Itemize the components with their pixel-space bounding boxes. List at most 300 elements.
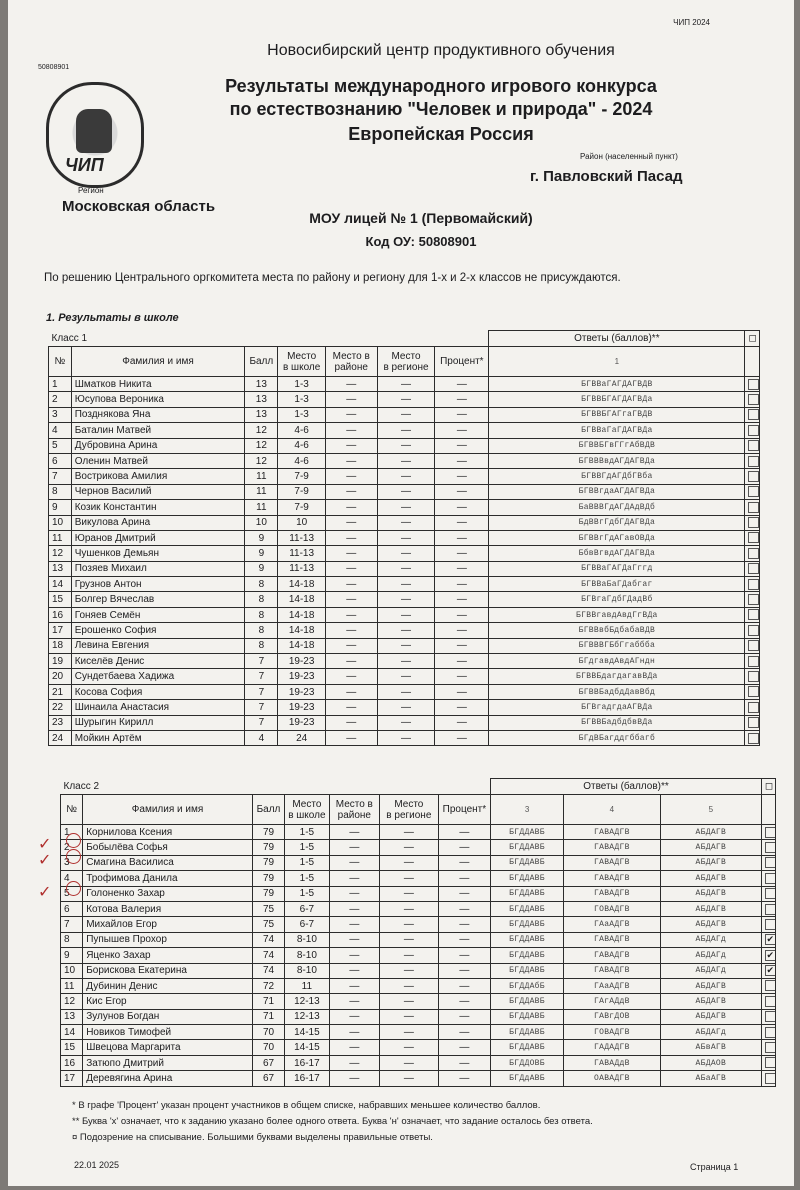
percent-cell: — — [435, 654, 489, 669]
place-school-cell: 6-7 — [285, 901, 329, 916]
checkbox-icon: ✔ — [766, 934, 775, 945]
suspect-box-cell — [745, 607, 760, 622]
row-number: 5 — [49, 438, 72, 453]
score-cell: 12 — [245, 423, 278, 438]
suspect-box-cell — [745, 700, 760, 715]
score-cell: 12 — [245, 453, 278, 468]
row-number: 2 — [49, 392, 72, 407]
percent-cell: — — [438, 871, 491, 886]
table-row — [61, 948, 776, 963]
place-district-cell: — — [329, 1055, 379, 1070]
row-number: 2 — [61, 840, 83, 855]
row-number: 12 — [49, 546, 72, 561]
table-row — [61, 825, 776, 840]
place-district-cell: — — [329, 1025, 379, 1040]
place-region-cell: — — [377, 607, 435, 622]
place-district-cell: — — [329, 917, 379, 932]
col2-place-district — [329, 795, 379, 825]
percent-cell: — — [435, 730, 489, 745]
student-name: Позднякова Яна — [71, 407, 245, 422]
answers-task5-cell: АБДАГВ — [660, 855, 761, 870]
place-region-cell: — — [380, 855, 439, 870]
student-name: Позяев Михаил — [71, 561, 245, 576]
class1-results-table — [48, 330, 760, 746]
percent-cell: — — [438, 1009, 491, 1024]
place-school-cell: 1-5 — [285, 871, 329, 886]
answers-task4-cell: ГАВАДГВ — [563, 855, 660, 870]
suspect-box-cell — [761, 1040, 775, 1055]
percent-cell: — — [435, 515, 489, 530]
suspect-box-cell — [745, 484, 760, 499]
answers-cell: БбвВгвдАГДАГВДа — [489, 546, 745, 561]
score-cell: 4 — [245, 730, 278, 745]
row-number: 7 — [61, 917, 83, 932]
col-num: № — [49, 347, 72, 377]
answers-cell: БГВВГдАГДбГВба — [489, 469, 745, 484]
student-name: Чернов Василий — [71, 484, 245, 499]
handwritten-check-mark: ✓ — [38, 850, 52, 869]
score-cell: 67 — [252, 1071, 284, 1086]
place-school-cell: 11-13 — [278, 546, 326, 561]
answers-task4-cell: ГАВАДГВ — [563, 825, 660, 840]
place-school-cell: 7-9 — [278, 469, 326, 484]
answers-task5-cell: АБДАГВ — [660, 871, 761, 886]
percent-cell: — — [435, 715, 489, 730]
place-school-cell: 8-10 — [285, 948, 329, 963]
row-number: 11 — [49, 530, 72, 545]
checkbox-icon — [748, 733, 759, 744]
answers-cell: БГВВвбБдбабаВДВ — [489, 623, 745, 638]
score-cell: 11 — [245, 484, 278, 499]
answers-cell: БГВВВвдАГДАГВДа — [489, 453, 745, 468]
score-cell: 8 — [245, 638, 278, 653]
checkbox-icon — [748, 379, 759, 390]
suspect-box-cell — [761, 948, 775, 963]
place-school-cell: 19-23 — [278, 700, 326, 715]
table-row — [49, 730, 760, 745]
place-school-cell: 14-18 — [278, 638, 326, 653]
checkbox-icon — [748, 409, 759, 420]
place-region-cell: — — [377, 669, 435, 684]
checkbox-icon — [765, 827, 776, 838]
checkbox-icon — [765, 1057, 776, 1068]
col2-place-school-line2: в школе — [288, 809, 326, 821]
handwritten-circle — [66, 833, 81, 848]
student-name: Пупышев Прохор — [83, 932, 253, 947]
checkbox-icon — [748, 471, 759, 482]
col2-score: Балл — [252, 795, 284, 825]
table-row — [61, 932, 776, 947]
percent-cell: — — [435, 438, 489, 453]
place-school-cell: 14-18 — [278, 623, 326, 638]
checkbox-icon — [748, 656, 759, 667]
page-number: Страница 1 — [690, 1162, 739, 1172]
row-number: 18 — [49, 638, 72, 653]
table-row — [61, 1055, 776, 1070]
col2-box — [761, 795, 775, 825]
answers-cell: БГВВаГАГДАГВДВ — [489, 377, 745, 392]
answers-task4-cell: ГОВАДГВ — [563, 901, 660, 916]
score-cell: 13 — [245, 377, 278, 392]
place-region-cell: — — [377, 438, 435, 453]
checkbox-icon — [748, 579, 759, 590]
place-school-cell: 8-10 — [285, 932, 329, 947]
place-region-cell: — — [377, 730, 435, 745]
row-number: 19 — [49, 654, 72, 669]
percent-cell: — — [435, 638, 489, 653]
place-district-cell: — — [325, 438, 377, 453]
title-line-2: по естествознанию "Человек и природа" - 2024 — [229, 99, 653, 119]
student-name: Баталин Матвей — [71, 423, 245, 438]
score-cell: 7 — [245, 715, 278, 730]
place-region-cell: — — [377, 654, 435, 669]
answers-header: Ответы (баллов)** — [489, 331, 745, 347]
answers-task3-cell: БГДдАВБ — [491, 1071, 564, 1086]
student-name: Шурыгин Кирилл — [71, 715, 245, 730]
checkbox-icon — [748, 563, 759, 574]
place-district-cell: — — [325, 684, 377, 699]
place-school-cell: 7-9 — [278, 500, 326, 515]
table-row — [49, 700, 760, 715]
place-district-cell: — — [325, 700, 377, 715]
answers-task4-cell: ГАВАДдВ — [563, 1055, 660, 1070]
score-cell: 71 — [252, 994, 284, 1009]
student-name: Котова Валерия — [83, 901, 253, 916]
table-row — [61, 871, 776, 886]
student-name: Шматков Никита — [71, 377, 245, 392]
answers-task3-cell: БГДДАбБ — [491, 978, 564, 993]
table-row — [49, 484, 760, 499]
place-district-cell: — — [325, 500, 377, 515]
score-cell: 75 — [252, 901, 284, 916]
place-school-cell: 14-18 — [278, 592, 326, 607]
class2-header-row — [61, 779, 776, 795]
table-row — [61, 855, 776, 870]
col2-place-region-line1: Место — [394, 798, 424, 810]
student-name: Яценко Захар — [83, 948, 253, 963]
place-district-cell: — — [325, 577, 377, 592]
place-school-cell: 19-23 — [278, 669, 326, 684]
table-row — [49, 530, 760, 545]
row-number: 10 — [49, 515, 72, 530]
place-region-cell: — — [377, 500, 435, 515]
place-district-cell: — — [325, 654, 377, 669]
percent-cell: — — [438, 1071, 491, 1086]
organization-name: Новосибирский центр продуктивного обучения — [267, 42, 615, 59]
place-region-cell: — — [377, 577, 435, 592]
place-region-cell: — — [377, 546, 435, 561]
checkbox-icon — [748, 456, 759, 467]
place-school-cell: 14-18 — [278, 607, 326, 622]
percent-cell: — — [435, 453, 489, 468]
checkbox-icon — [748, 425, 759, 436]
suspect-box-cell — [745, 546, 760, 561]
row-number: 16 — [61, 1055, 83, 1070]
row-number: 8 — [61, 932, 83, 947]
footnote-2: ** Буква 'x' означает, что к заданию указано более одного ответа. Буква 'н' означает, что задание осталось без ответа. — [72, 1116, 593, 1127]
suspect-box-cell — [745, 669, 760, 684]
suspect-box-cell — [745, 530, 760, 545]
score-cell: 71 — [252, 1009, 284, 1024]
suspect-box-cell — [761, 886, 775, 901]
checkbox-icon — [765, 980, 776, 991]
place-region-cell: — — [377, 638, 435, 653]
checkbox-icon — [748, 640, 759, 651]
student-name: Шинаила Анастасия — [71, 700, 245, 715]
answers-cell: БаВВВГдАГДАдВДб — [489, 500, 745, 515]
place-region-cell: — — [380, 886, 439, 901]
percent-cell: — — [435, 623, 489, 638]
col2-place-region-line2: в регионе — [386, 809, 432, 821]
answers-task4-cell: ГАаАДГВ — [563, 917, 660, 932]
title-line-3: Европейская Россия — [348, 124, 534, 144]
score-cell: 7 — [245, 700, 278, 715]
place-region-cell: — — [380, 932, 439, 947]
place-district-cell: — — [329, 825, 379, 840]
checkbox-icon — [748, 532, 759, 543]
student-name: Кис Егор — [83, 994, 253, 1009]
class2-column-headers — [61, 795, 776, 825]
suspect-box-cell — [761, 932, 775, 947]
place-district-cell: — — [325, 515, 377, 530]
student-name: Юранов Дмитрий — [71, 530, 245, 545]
place-school-cell: 19-23 — [278, 654, 326, 669]
checkbox-icon — [765, 919, 776, 930]
place-region-cell: — — [380, 1055, 439, 1070]
print-date: 22.01 2025 — [74, 1160, 120, 1170]
student-name: Косова София — [71, 684, 245, 699]
table-row — [49, 654, 760, 669]
row-number: 9 — [61, 948, 83, 963]
place-school-cell: 7-9 — [278, 484, 326, 499]
place-region-cell: — — [380, 840, 439, 855]
col2-answer-3: 3 — [491, 795, 564, 825]
answers-cell: БдВВгГдбГДАГВДа — [489, 515, 745, 530]
row-number: 17 — [49, 623, 72, 638]
col-percent: Процент* — [435, 347, 489, 377]
place-region-cell: — — [380, 1025, 439, 1040]
checkbox-icon — [748, 394, 759, 405]
percent-cell: — — [435, 669, 489, 684]
place-district-cell: — — [325, 638, 377, 653]
score-cell: 8 — [245, 607, 278, 622]
suspect-box-cell — [745, 638, 760, 653]
place-district-cell: — — [325, 730, 377, 745]
row-number: 6 — [61, 901, 83, 916]
percent-cell: — — [438, 932, 491, 947]
place-region-cell: — — [380, 1009, 439, 1024]
place-region-cell: — — [377, 484, 435, 499]
percent-cell: — — [435, 700, 489, 715]
place-district-cell: — — [325, 715, 377, 730]
place-district-cell: — — [325, 623, 377, 638]
row-number: 15 — [61, 1040, 83, 1055]
answers-task3-cell: БГДДАВБ — [491, 932, 564, 947]
footnote-3: ¤ Подозрение на списывание. Большими буквами выделены правильные ответы. — [72, 1132, 433, 1143]
answers-task4-cell: ГАДАДГВ — [563, 1040, 660, 1055]
answers-cell: БГВВгГдАГавОВДа — [489, 530, 745, 545]
score-cell: 70 — [252, 1040, 284, 1055]
student-name: Зулунов Богдан — [83, 1009, 253, 1024]
answers-task3-cell: БГДДАВБ — [491, 948, 564, 963]
checkbox-icon — [765, 1011, 776, 1022]
place-district-cell: — — [329, 932, 379, 947]
place-school-cell: 11-13 — [278, 530, 326, 545]
answers-task5-cell: АБаАГВ — [660, 1071, 761, 1086]
place-school-cell: 8-10 — [285, 963, 329, 978]
place-school-cell: 6-7 — [285, 917, 329, 932]
student-name: Корнилова Ксения — [83, 825, 253, 840]
answers-task3-cell: БГДДАВБ — [491, 825, 564, 840]
place-school-cell: 14-15 — [285, 1025, 329, 1040]
answers-task4-cell: ГАаАДГВ — [563, 978, 660, 993]
suspect-box-cell — [761, 1071, 775, 1086]
row-number: 5 — [61, 886, 83, 901]
answers-task5-cell: АБДАГВ — [660, 825, 761, 840]
place-region-cell: — — [380, 901, 439, 916]
score-cell: 7 — [245, 669, 278, 684]
score-cell: 72 — [252, 978, 284, 993]
checkbox-icon — [765, 1027, 776, 1038]
col-place-region — [377, 347, 435, 377]
score-cell: 79 — [252, 871, 284, 886]
place-region-cell: — — [380, 1071, 439, 1086]
table-row — [61, 978, 776, 993]
suspect-box-cell — [761, 963, 775, 978]
place-district-cell: — — [329, 994, 379, 1009]
col2-num: № — [61, 795, 83, 825]
student-name: Швецова Маргарита — [83, 1040, 253, 1055]
row-number: 13 — [49, 561, 72, 576]
score-cell: 70 — [252, 1025, 284, 1040]
col-place-district — [325, 347, 377, 377]
checkbox-icon — [748, 702, 759, 713]
table-row — [49, 592, 760, 607]
place-school-cell: 4-6 — [278, 438, 326, 453]
score-cell: 7 — [245, 654, 278, 669]
suspect-box-cell — [761, 855, 775, 870]
score-cell: 74 — [252, 948, 284, 963]
checkbox-icon — [765, 1073, 776, 1084]
place-region-cell: — — [380, 978, 439, 993]
table-row — [61, 886, 776, 901]
place-region-cell: — — [380, 871, 439, 886]
row-number: 14 — [61, 1025, 83, 1040]
place-district-cell: — — [325, 546, 377, 561]
student-name: Дубровина Арина — [71, 438, 245, 453]
student-name: Трофимова Данила — [83, 871, 253, 886]
col-place-district-line2: районе — [334, 361, 368, 373]
row-number: 21 — [49, 684, 72, 699]
percent-cell: — — [435, 561, 489, 576]
place-school-cell: 1-5 — [285, 840, 329, 855]
percent-cell: — — [435, 500, 489, 515]
table-row — [49, 438, 760, 453]
row-number: 12 — [61, 994, 83, 1009]
percent-cell: — — [438, 948, 491, 963]
suspect-box-cell — [761, 1055, 775, 1070]
place-district-cell: — — [325, 469, 377, 484]
place-region-cell: — — [377, 377, 435, 392]
class1-column-headers — [49, 347, 760, 377]
place-region-cell: — — [377, 453, 435, 468]
place-school-cell: 16-17 — [285, 1055, 329, 1070]
table-row — [61, 1040, 776, 1055]
answers-task5-cell: АБДАОВ — [660, 1055, 761, 1070]
answers-task4-cell: ГАВАДГВ — [563, 840, 660, 855]
suspect-box-cell — [761, 871, 775, 886]
place-district-cell: — — [329, 1071, 379, 1086]
place-district-cell: — — [329, 1009, 379, 1024]
suspect-box-cell — [745, 469, 760, 484]
answers-task3-cell: БГДДАВБ — [491, 886, 564, 901]
col-score: Балл — [245, 347, 278, 377]
row-number: 4 — [49, 423, 72, 438]
col2-place-region — [380, 795, 439, 825]
percent-cell: — — [438, 840, 491, 855]
place-school-cell: 19-23 — [278, 715, 326, 730]
col2-percent: Процент* — [438, 795, 491, 825]
row-number: 1 — [49, 377, 72, 392]
place-district-cell: — — [325, 484, 377, 499]
table-row — [61, 901, 776, 916]
percent-cell: — — [435, 546, 489, 561]
student-name: Болгер Вячеслав — [71, 592, 245, 607]
col-place-school — [278, 347, 326, 377]
suspect-box-cell — [745, 623, 760, 638]
answers-task3-cell: БГДДАВБ — [491, 840, 564, 855]
answers-cell: БГВВБГАГДАГВДа — [489, 392, 745, 407]
col2-name: Фамилия и имя — [83, 795, 253, 825]
col2-place-district-line1: Место в — [335, 798, 373, 810]
row-number: 24 — [49, 730, 72, 745]
answers-task3-cell: БГДДАВБ — [491, 871, 564, 886]
answers-task3-cell: БГДДАВБ — [491, 917, 564, 932]
logo-text: ЧИП — [65, 155, 104, 175]
place-district-cell: — — [325, 423, 377, 438]
student-name: Ерошенко София — [71, 623, 245, 638]
percent-cell: — — [435, 377, 489, 392]
answers-task5-cell: АБДАГВ — [660, 886, 761, 901]
class2-label: Класс 2 — [61, 779, 491, 795]
checkbox-icon — [748, 686, 759, 697]
place-school-cell: 12-13 — [285, 994, 329, 1009]
table-row — [49, 500, 760, 515]
answers-cell: БГВгаГдбГДадВб — [489, 592, 745, 607]
answers-task5-cell: АБДАГд — [660, 948, 761, 963]
document-page — [8, 0, 794, 1186]
col2-place-district-line2: районе — [337, 809, 371, 821]
table-row — [61, 963, 776, 978]
suspect-box-cell — [761, 901, 775, 916]
place-region-cell: — — [380, 1040, 439, 1055]
score-cell: 11 — [245, 500, 278, 515]
student-name: Борискова Екатерина — [83, 963, 253, 978]
place-district-cell: — — [329, 886, 379, 901]
place-school-cell: 1-5 — [285, 886, 329, 901]
table-row — [49, 623, 760, 638]
answers-cell: БГВгадгдаАГВДа — [489, 700, 745, 715]
suspect-box-cell — [761, 978, 775, 993]
answers-cell: БГВВгавдАвдГгВДа — [489, 607, 745, 622]
percent-cell: — — [435, 530, 489, 545]
place-region-cell: — — [377, 407, 435, 422]
note-text: По решению Центрального оргкомитета места по району и региону для 1-х и 2-х классов не присуждаются. — [44, 272, 621, 284]
answers-cell: БГВВБадбдДавВбд — [489, 684, 745, 699]
answers-task5-cell: АБДАГВ — [660, 994, 761, 1009]
place-district-cell: — — [329, 855, 379, 870]
col2-answer-4: 4 — [563, 795, 660, 825]
